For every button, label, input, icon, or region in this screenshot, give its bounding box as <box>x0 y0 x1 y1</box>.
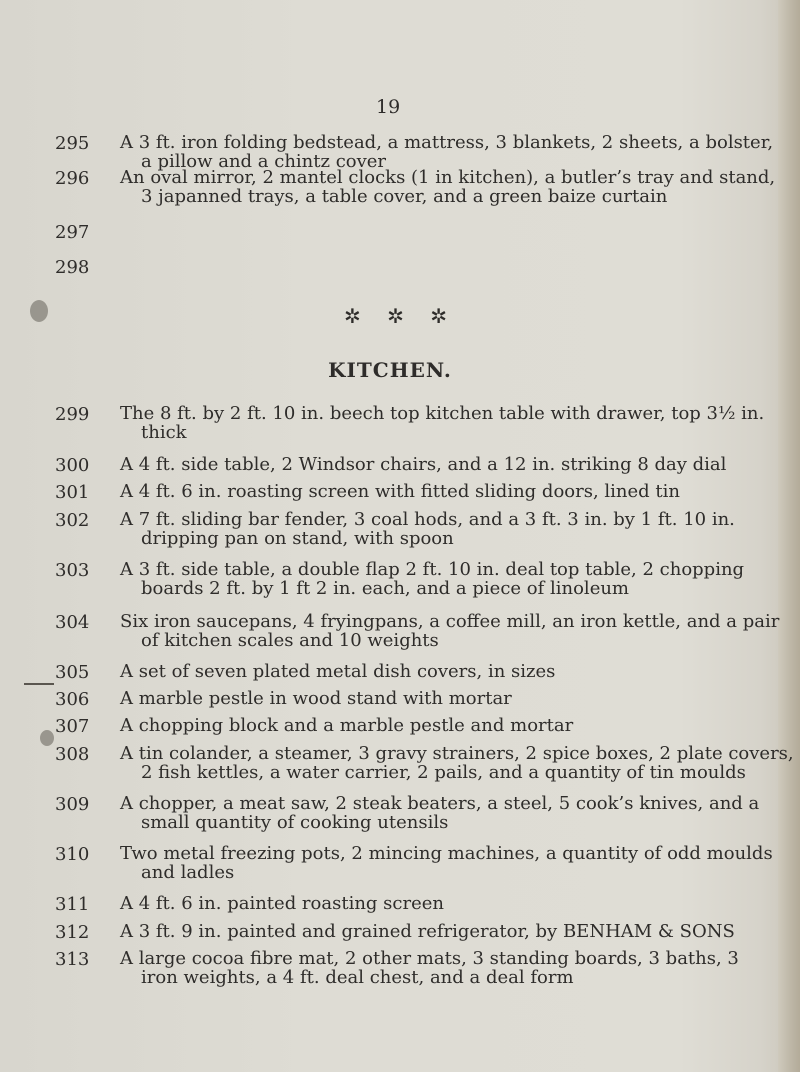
description-line-1: Two metal freezing pots, 2 mincing machines, a quantity of odd moulds <box>120 843 773 864</box>
lot-number: 299 <box>55 404 90 425</box>
description-line-2: a pillow and a chintz cover <box>141 151 387 172</box>
lot-number: 301 <box>55 482 90 503</box>
description-line-1: A 4 ft. 6 in. painted roasting screen <box>120 893 444 914</box>
description-line-2: dripping pan on stand, with spoon <box>141 528 454 549</box>
description-line-1: A marble pestle in wood stand with mortar <box>120 688 512 709</box>
lot-number: 295 <box>55 133 90 154</box>
section-heading: KITCHEN. <box>328 358 452 382</box>
lot-number: 302 <box>55 510 90 531</box>
lot-description <box>120 743 794 783</box>
description-line-2: 2 fish kettles, a water carrier, 2 pails, and a quantity of tin moulds <box>141 762 746 783</box>
description-line-1: A 4 ft. side table, 2 Windsor chairs, and a 12 in. striking 8 day dial <box>120 454 727 475</box>
lot-description <box>120 510 772 548</box>
lot-description <box>120 611 780 651</box>
lot-number: 296 <box>55 168 90 189</box>
lot-description <box>120 662 772 681</box>
lot-number: 308 <box>55 744 90 765</box>
lot-description <box>120 794 772 832</box>
lot-description <box>120 844 772 882</box>
description-line-2: of kitchen scales and 10 weights <box>141 630 439 651</box>
description-line-1: Six iron saucepans, 4 fryingpans, a coffee mill, an iron kettle, and a pair <box>120 611 780 632</box>
lot-description <box>120 689 772 708</box>
description-line-2: thick <box>141 422 187 443</box>
lot-number: 297 <box>55 222 90 243</box>
description-line-1: A large cocoa fibre mat, 2 other mats, 3 standing boards, 3 baths, 3 <box>120 948 739 969</box>
lot-number: 298 <box>55 257 90 278</box>
lot-description <box>120 560 772 598</box>
lot-description <box>120 716 772 735</box>
lot-number: 309 <box>55 794 90 815</box>
description-line-1: A chopper, a meat saw, 2 steak beaters, a steel, 5 cook’s knives, and a <box>120 793 760 814</box>
description-line-2: iron weights, a 4 ft. deal chest, and a deal form <box>141 967 574 988</box>
description-line-1: A set of seven plated metal dish covers, in sizes <box>120 661 556 682</box>
lot-number: 303 <box>55 560 90 581</box>
ornament-divider: ✲ ✲ ✲ <box>344 304 457 328</box>
lot-number: 311 <box>55 894 90 915</box>
page-number: 19 <box>376 96 401 118</box>
description-line-1: A 4 ft. 6 in. roasting screen with fitted sliding doors, lined tin <box>120 481 680 502</box>
margin-mark <box>24 683 54 685</box>
description-line-2: 3 japanned trays, a table cover, and a green baize curtain <box>141 186 668 207</box>
lot-number: 306 <box>55 689 90 710</box>
description-line-1: A 3 ft. side table, a double flap 2 ft. 10 in. deal top table, 2 chopping <box>120 559 745 580</box>
lot-description <box>120 404 772 442</box>
description-line-1: A tin colander, a steamer, 3 gravy strainers, 2 spice boxes, 2 plate covers, <box>120 743 794 764</box>
lot-number: 312 <box>55 922 90 943</box>
lot-description <box>120 133 772 171</box>
lot-description <box>120 482 772 501</box>
lot-description <box>120 922 772 941</box>
description-line-1: A 3 ft. 9 in. painted and grained refrigerator, by BENHAM & SONS <box>120 921 735 942</box>
lot-description <box>120 949 772 987</box>
lot-description <box>120 894 772 913</box>
lot-description <box>120 455 772 474</box>
lot-number: 313 <box>55 949 90 970</box>
ink-stain <box>30 300 48 322</box>
description-line-1: A 3 ft. iron folding bedstead, a mattress, 3 blankets, 2 sheets, a bolster, <box>120 132 774 153</box>
ink-stain <box>40 730 54 746</box>
lot-number: 304 <box>55 612 90 633</box>
description-line-2: small quantity of cooking utensils <box>141 812 449 833</box>
lot-number: 300 <box>55 455 90 476</box>
description-line-1: A chopping block and a marble pestle and mortar <box>120 715 574 736</box>
description-line-2: and ladles <box>141 862 235 883</box>
description-line-1: A 7 ft. sliding bar fender, 3 coal hods, and a 3 ft. 3 in. by 1 ft. 10 in. <box>120 509 735 530</box>
lot-number: 310 <box>55 844 90 865</box>
page-edge <box>778 0 800 1072</box>
description-line-2: boards 2 ft. by 1 ft 2 in. each, and a piece of linoleum <box>141 578 630 599</box>
description-line-1: An oval mirror, 2 mantel clocks (1 in kitchen), a butler’s tray and stand, <box>120 167 776 188</box>
description-line-1: The 8 ft. by 2 ft. 10 in. beech top kitchen table with drawer, top 3½ in. <box>120 403 765 424</box>
lot-number: 307 <box>55 716 90 737</box>
lot-number: 305 <box>55 662 90 683</box>
lot-description <box>120 167 776 207</box>
